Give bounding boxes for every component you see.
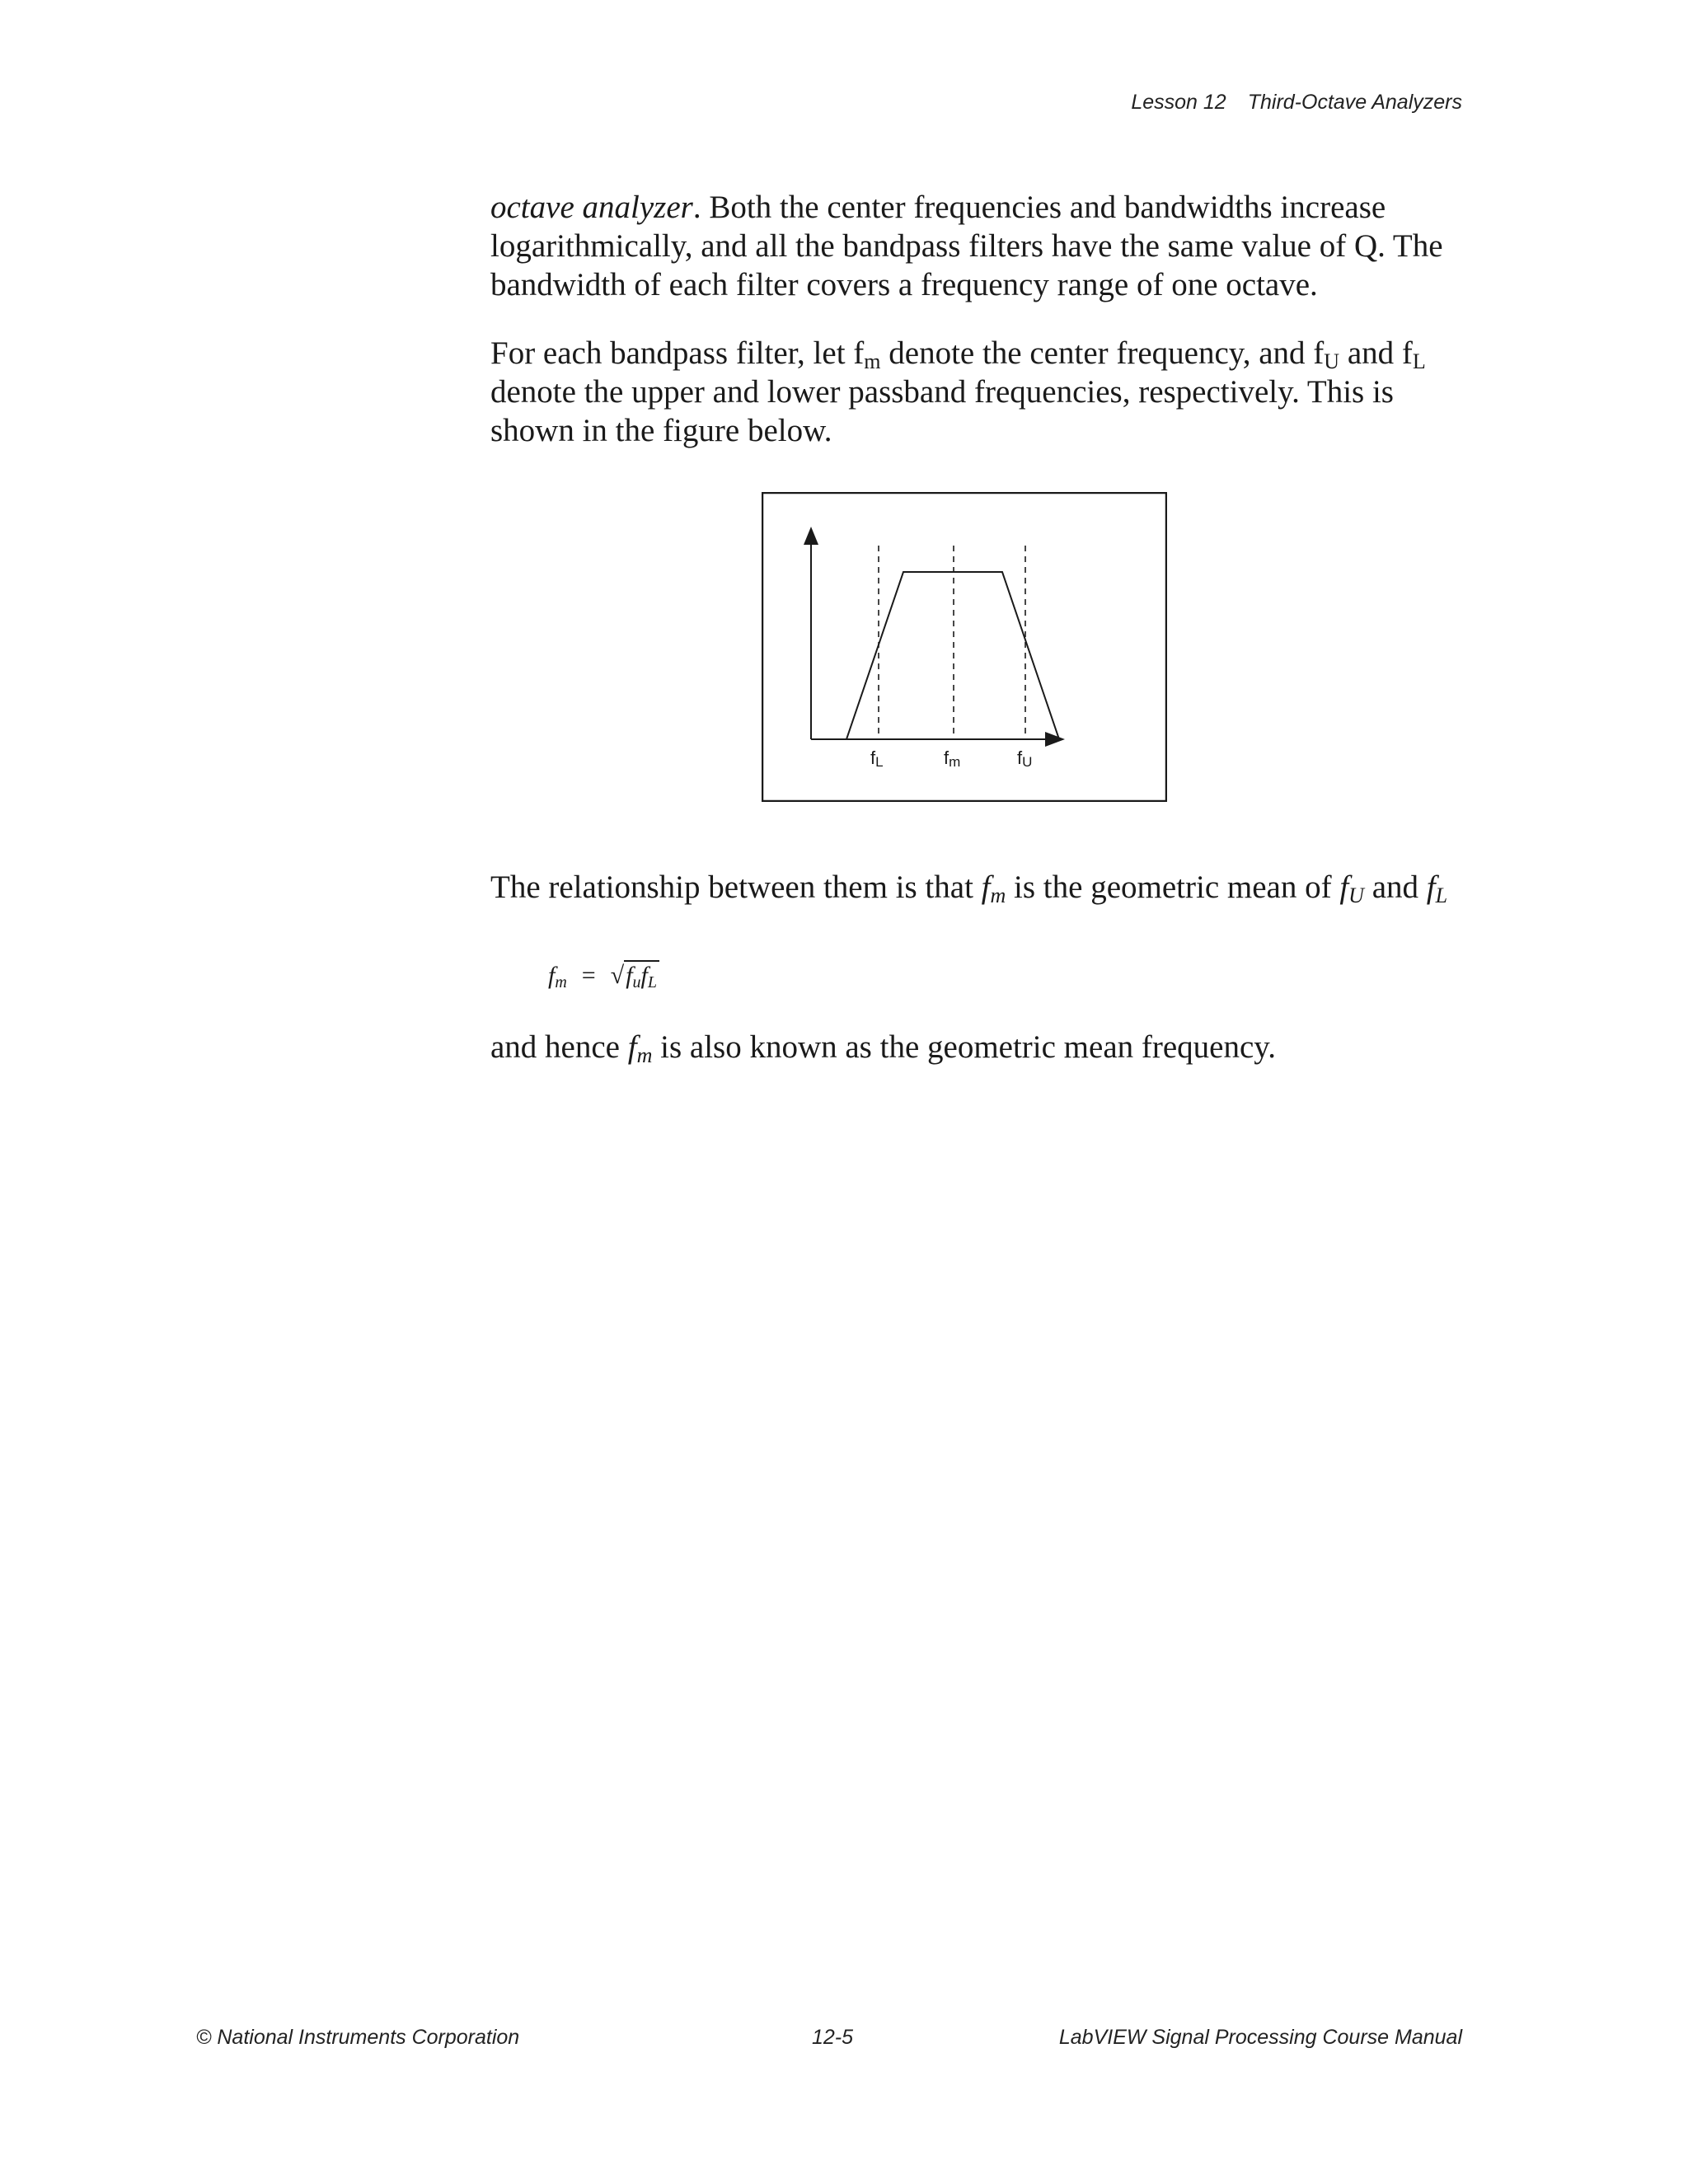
footer-copyright: © National Instruments Corporation bbox=[196, 2026, 520, 2049]
subscript-l: L bbox=[1412, 349, 1426, 373]
subscript-m: m bbox=[864, 349, 881, 373]
text-run: and hence bbox=[490, 1029, 628, 1065]
text-run: denote the upper and lower passband frequencies, respectively. This is shown in the figure below. bbox=[490, 374, 1394, 448]
paragraph-relationship bbox=[490, 868, 1471, 907]
term-octave-analyzer: octave analyzer bbox=[490, 190, 693, 225]
footer-manual-title: LabVIEW Signal Processing Course Manual bbox=[1058, 2026, 1462, 2049]
fm-label: fm bbox=[944, 748, 961, 770]
text-run: and bbox=[1363, 869, 1427, 905]
paragraph-frequency-definitions bbox=[490, 334, 1471, 450]
symbol-fl: $f_L$ bbox=[1426, 869, 1448, 907]
fl-label: fL bbox=[870, 748, 884, 770]
eq-lhs: $f_m$ bbox=[548, 962, 567, 991]
text-run: The relationship between them is that bbox=[490, 869, 982, 905]
text-run: and f bbox=[1339, 335, 1413, 371]
radical-sign: √ bbox=[610, 962, 625, 989]
fu-label: fU bbox=[1017, 748, 1033, 770]
text-run: denote the center frequency, and f bbox=[880, 335, 1325, 371]
header-lesson: Lesson 12 bbox=[1131, 91, 1226, 114]
subscript-u: U bbox=[1324, 349, 1340, 373]
paragraph-conclusion bbox=[490, 1028, 1471, 1066]
figure-frame bbox=[762, 493, 1166, 801]
eq-radicand: $f_uf_L$ bbox=[624, 960, 659, 990]
bandpass-filter-diagram bbox=[762, 492, 1167, 802]
bandpass-filter-figure bbox=[762, 492, 1167, 802]
header-title: Third-Octave Analyzers bbox=[1247, 91, 1462, 114]
text-run: For each bandpass filter, let f bbox=[490, 335, 865, 371]
symbol-fm: $f_m$ bbox=[627, 1029, 653, 1067]
paragraph-octave-analyzer bbox=[490, 188, 1471, 304]
geometric-mean-equation bbox=[548, 960, 659, 990]
eq-equals: = bbox=[581, 962, 596, 989]
paragraph-text: . Both the center frequencies and bandwidths increase logarithmically, and all the bandpass filters have the same value of Q. The bandwidth of each filter covers a frequency range of one octave. bbox=[490, 190, 1443, 302]
text-run: is the geometric mean of bbox=[1006, 869, 1340, 905]
running-header bbox=[1131, 91, 1462, 115]
symbol-fu: $f_U$ bbox=[1339, 869, 1364, 907]
text-run: is also known as the geometric mean frequency. bbox=[652, 1029, 1277, 1065]
footer-page-number: 12-5 bbox=[812, 2026, 854, 2049]
symbol-fm: $f_m$ bbox=[981, 869, 1006, 907]
